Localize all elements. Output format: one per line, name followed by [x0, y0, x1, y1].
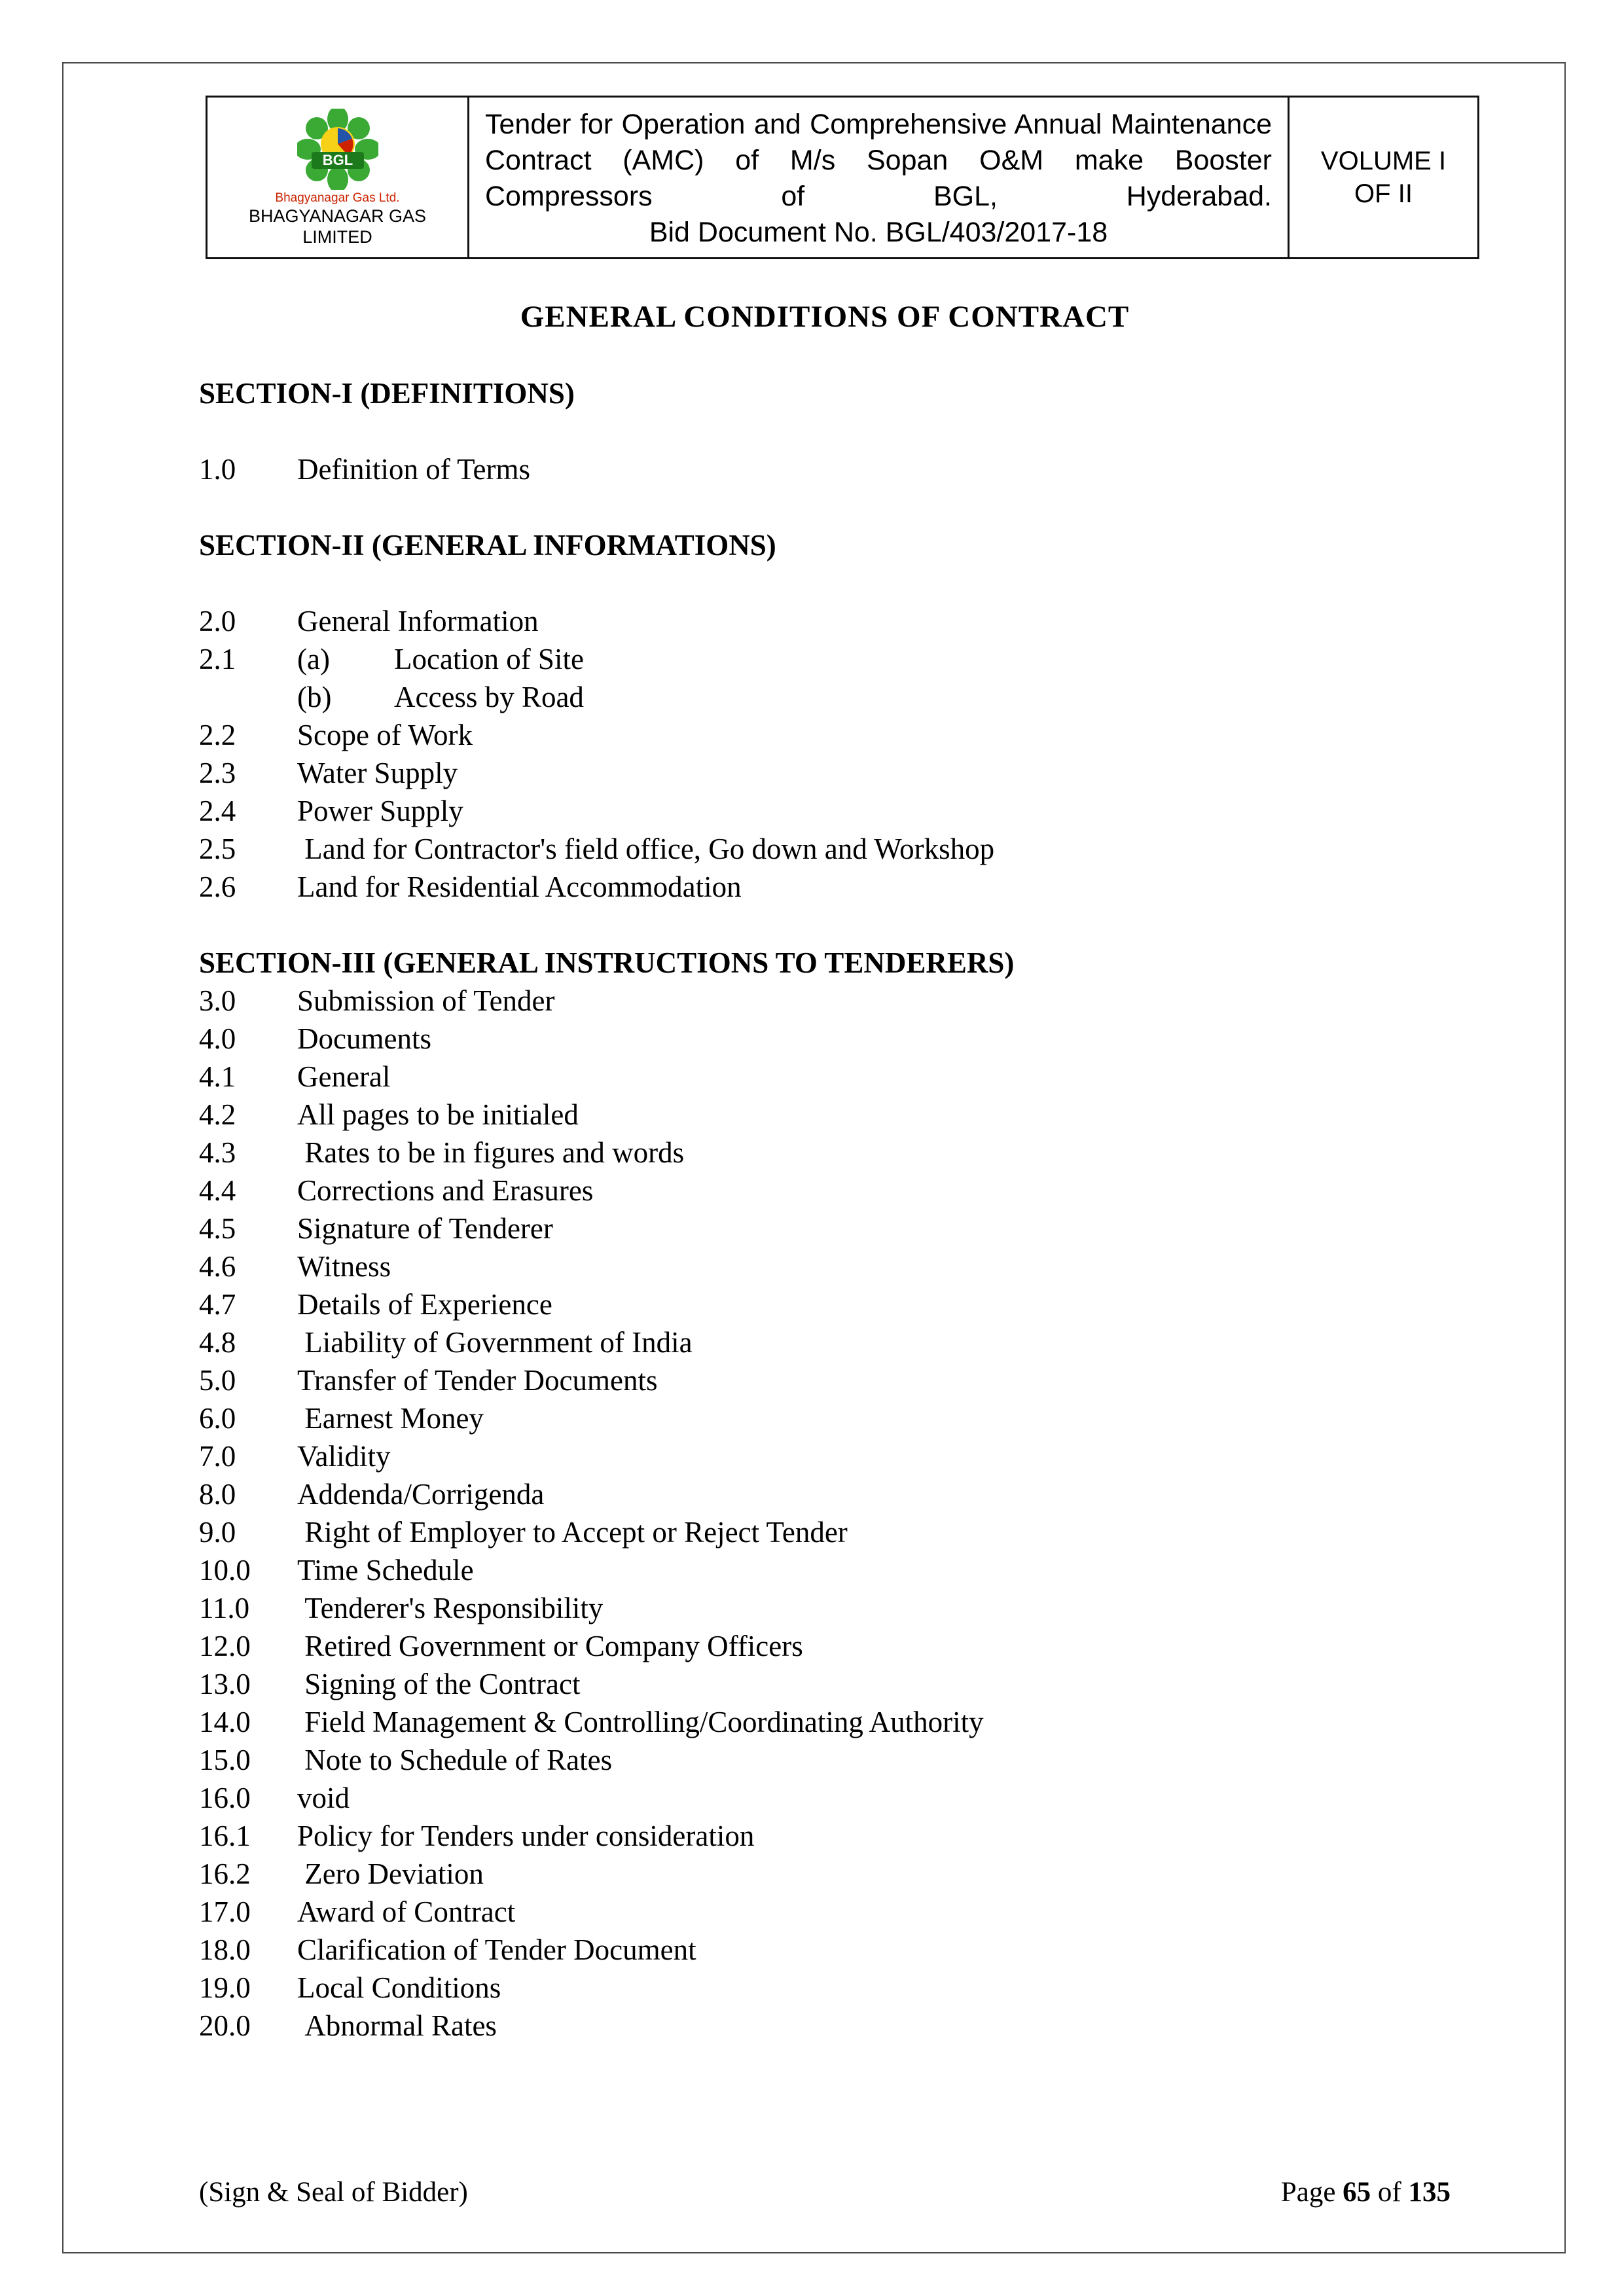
toc-item-number: 17.0 [199, 1895, 251, 1928]
toc-section [199, 374, 1451, 488]
toc-item-number: 4.4 [199, 1174, 236, 1207]
toc-item-label: General Information [297, 605, 539, 637]
toc-item-number: 4.8 [199, 1326, 236, 1359]
toc-item [199, 1285, 1451, 1323]
toc-item [199, 1855, 1451, 1893]
toc-item-label: Submission of Tender [297, 984, 555, 1017]
toc-item [199, 1058, 1451, 1096]
toc-item-number: 4.3 [199, 1136, 236, 1169]
toc-item-number: 4.7 [199, 1288, 236, 1321]
toc-item-label: Corrections and Erasures [297, 1174, 594, 1207]
bgl-logo-icon [297, 109, 378, 190]
toc-item [199, 1627, 1451, 1665]
toc-item-label: Abnormal Rates [297, 2009, 497, 2042]
toc-item-number: 2.3 [199, 757, 236, 789]
toc-item-label: Water Supply [297, 757, 458, 789]
toc-item-label: Signing of the Contract [297, 1668, 581, 1700]
toc-item-label: Note to Schedule of Rates [297, 1744, 613, 1776]
toc-item [199, 678, 1451, 716]
toc-item-label: Award of Contract [297, 1895, 516, 1928]
toc-item-label: Addenda/Corrigenda [297, 1478, 545, 1511]
tender-title-cell [469, 98, 1290, 257]
toc-item-label: Power Supply [297, 795, 463, 827]
toc-item-label: Access by Road [394, 681, 584, 713]
toc-section [199, 526, 1451, 906]
toc-item [199, 1817, 1451, 1855]
toc-item-label: Signature of Tenderer [297, 1212, 553, 1245]
toc-item-number: 19.0 [199, 1971, 251, 2004]
toc-item-number: 9.0 [199, 1516, 236, 1549]
toc-item-number: 2.1 [199, 643, 236, 675]
toc-item-number: 4.0 [199, 1022, 236, 1055]
toc-item [199, 1779, 1451, 1817]
toc-item [199, 1513, 1451, 1551]
toc-item [199, 830, 1451, 868]
toc-item [199, 1969, 1451, 2007]
toc-item-number: 14.0 [199, 1706, 251, 1738]
toc-item-label: All pages to be initialed [297, 1098, 579, 1131]
toc-item-number: 5.0 [199, 1364, 236, 1397]
toc-item [199, 1475, 1451, 1513]
logo-acronym-text: BGL [322, 152, 353, 168]
logo-cell [208, 98, 469, 257]
toc-item [199, 1893, 1451, 1931]
toc-item-number: 4.2 [199, 1098, 236, 1131]
toc-item-number: 10.0 [199, 1554, 251, 1587]
page-footer [199, 2174, 1451, 2210]
toc-item [199, 1323, 1451, 1361]
toc-item-label: Definition of Terms [297, 453, 530, 486]
document-title: GENERAL CONDITIONS OF CONTRACT [520, 300, 1130, 334]
toc-item-number: 4.1 [199, 1060, 236, 1093]
toc-item-number: 4.6 [199, 1250, 236, 1283]
section-heading: SECTION-II (GENERAL INFORMATIONS) [199, 529, 776, 562]
toc-item-label: Zero Deviation [297, 1857, 484, 1890]
toc-item-label: Time Schedule [297, 1554, 474, 1587]
page-number-indicator [1281, 2174, 1451, 2210]
section-heading: SECTION-I (DEFINITIONS) [199, 377, 575, 410]
toc-item [199, 1020, 1451, 1058]
page-total: 135 [1408, 2177, 1451, 2208]
toc-item [199, 1551, 1451, 1589]
of-label: of [1377, 2177, 1401, 2208]
toc-item [199, 602, 1451, 640]
toc-item [199, 1172, 1451, 1210]
toc-item [199, 1247, 1451, 1285]
toc-item-number: 2.2 [199, 719, 236, 751]
toc-item-number: 18.0 [199, 1933, 251, 1966]
toc-item [199, 754, 1451, 792]
toc-item-label: Validity [297, 1440, 391, 1473]
page-content [199, 96, 1451, 2045]
toc-item [199, 716, 1451, 754]
toc-item-number: 15.0 [199, 1744, 251, 1776]
toc-item-label: General [297, 1060, 391, 1093]
toc-item-number: 2.5 [199, 833, 236, 865]
org-name-line2: LIMITED [302, 227, 372, 247]
toc-item-label: Right of Employer to Accept or Reject Tender [297, 1516, 848, 1549]
toc-section [199, 944, 1451, 2045]
toc-item [199, 1703, 1451, 1741]
toc-item-number: 16.1 [199, 1820, 251, 1852]
toc-item [199, 1741, 1451, 1779]
toc-item-label: Transfer of Tender Documents [297, 1364, 658, 1397]
page-number: 65 [1343, 2177, 1371, 2208]
toc-item [199, 2007, 1451, 2045]
toc-item-label: Land for Residential Accommodation [297, 870, 742, 903]
volume-line1: VOLUME I [1320, 147, 1447, 175]
toc-item-number [199, 678, 297, 716]
document-header [206, 96, 1479, 259]
toc-item-sub: (b) [297, 681, 332, 713]
logo-caption: Bhagyanagar Gas Ltd. [275, 191, 400, 205]
toc-item-number: 20.0 [199, 2009, 251, 2042]
toc-item [199, 1399, 1451, 1437]
toc-item-label: Retired Government or Company Officers [297, 1630, 803, 1662]
toc-item-label: void [297, 1782, 350, 1814]
toc-item-sub: (a) [297, 643, 330, 675]
toc-item [199, 1589, 1451, 1627]
toc-item-label: Local Conditions [297, 1971, 501, 2004]
toc-item-number: 6.0 [199, 1402, 236, 1435]
toc-item [199, 1361, 1451, 1399]
toc-item-number: 16.0 [199, 1782, 251, 1814]
toc-item-label: Clarification of Tender Document [297, 1933, 696, 1966]
toc-item-number: 3.0 [199, 984, 236, 1017]
toc-item [199, 1210, 1451, 1247]
toc-item [199, 640, 1451, 678]
toc-sections [199, 374, 1451, 2045]
sign-seal-note: (Sign & Seal of Bidder) [199, 2177, 468, 2208]
toc-item-label: Documents [297, 1022, 431, 1055]
volume-cell [1290, 98, 1477, 257]
toc-item [199, 792, 1451, 830]
toc-item-number: 11.0 [199, 1592, 250, 1624]
toc-item-label: Scope of Work [297, 719, 473, 751]
toc-item-label: Location of Site [394, 643, 584, 675]
toc-item-number: 1.0 [199, 453, 236, 486]
toc-item-number: 8.0 [199, 1478, 236, 1511]
toc-item-label: Details of Experience [297, 1288, 552, 1321]
toc-item [199, 1665, 1451, 1703]
toc-item-label: Tenderer's Responsibility [297, 1592, 604, 1624]
toc-item-number: 13.0 [199, 1668, 251, 1700]
toc-item-label: Rates to be in figures and words [297, 1136, 685, 1169]
toc-item [199, 450, 1451, 488]
volume-line2: OF II [1354, 179, 1413, 208]
toc-item-label: Witness [297, 1250, 391, 1283]
toc-item-number: 2.4 [199, 795, 236, 827]
toc-item [199, 1134, 1451, 1172]
toc-item-label: Field Management & Controlling/Coordinating Authority [297, 1706, 984, 1738]
toc-item-label: Land for Contractor's field office, Go down and Workshop [297, 833, 995, 865]
toc-item-number: 4.5 [199, 1212, 236, 1245]
toc-item-label: Earnest Money [297, 1402, 484, 1435]
section-heading: SECTION-III (GENERAL INSTRUCTIONS TO TENDERERS) [199, 946, 1015, 979]
bid-document-number: Bid Document No. BGL/403/2017-18 [649, 217, 1108, 248]
toc-item-number: 12.0 [199, 1630, 251, 1662]
toc-item [199, 1437, 1451, 1475]
toc-item [199, 1096, 1451, 1134]
toc-item-number: 7.0 [199, 1440, 236, 1473]
org-name-line1: BHAGYANAGAR GAS [248, 206, 427, 226]
toc-item-number: 16.2 [199, 1857, 251, 1890]
toc-item [199, 868, 1451, 906]
tender-title: Tender for Operation and Comprehensive Annual Maintenance Contract (AMC) of M/s Sopan O&M make Booster Compressors of BGL, Hyderabad. [485, 109, 1272, 212]
page-label: Page [1280, 2177, 1336, 2208]
toc-item-label: Policy for Tenders under consideration [297, 1820, 755, 1852]
toc-item-number: 2.0 [199, 605, 236, 637]
toc-item [199, 1931, 1451, 1969]
toc-item-label: Liability of Government of India [297, 1326, 693, 1359]
toc-item-number: 2.6 [199, 870, 236, 903]
toc-item [199, 982, 1451, 1020]
